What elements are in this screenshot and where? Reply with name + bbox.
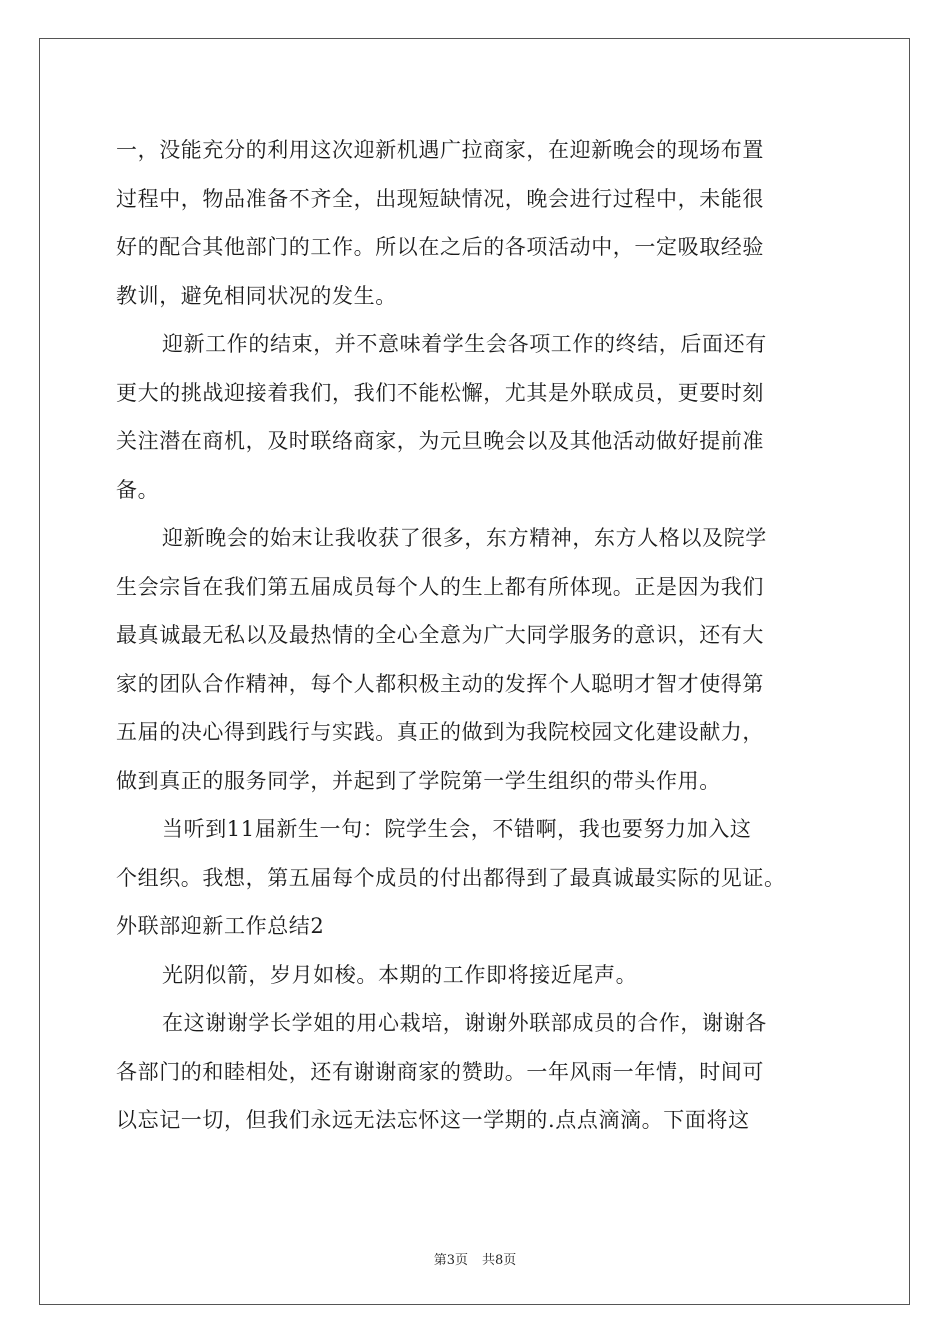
document-body <box>116 126 836 1145</box>
paragraph-start-line: 光阴似箭，岁月如梭。本期的工作即将接近尾声。 <box>162 962 638 987</box>
text-line: 备。 <box>116 477 160 502</box>
text-line: 过程中，物品准备不齐全，出现短缺情况，晚会进行过程中，未能很 <box>116 186 764 211</box>
text-line: 更大的挑战迎接着我们，我们不能松懈，尤其是外联成员，更要时刻 <box>116 380 764 405</box>
text-line: 个组织。我想，第五届每个成员的付出都得到了最真诚最实际的见证。 <box>116 865 786 890</box>
text-line: 家的团队合作精神，每个人都积极主动的发挥个人聪明才智才使得第 <box>116 671 764 696</box>
text-line: 一，没能充分的利用这次迎新机遇广拉商家，在迎新晚会的现场布置 <box>116 138 764 162</box>
page-number-total: 共8页 <box>482 1253 517 1268</box>
text-line: 关注潜在商机，及时联络商家，为元旦晚会以及其他活动做好提前准 <box>116 429 764 453</box>
paragraph-start-line: 在这谢谢学长学姐的用心栽培，谢谢外联部成员的合作，谢谢各 <box>162 1011 767 1035</box>
page-number-current: 第3页 <box>433 1253 468 1268</box>
paragraph-start-line: 迎新晚会的始末让我收获了很多，东方精神，东方人格以及院学 <box>162 526 767 550</box>
text-line: 生会宗旨在我们第五届成员每个人的生上都有所体现。正是因为我们 <box>116 574 764 599</box>
text-line: 做到真正的服务同学，并起到了学院第一学生组织的带头作用。 <box>116 768 721 793</box>
paragraph-start-line: 当听到11届新生一句：院学生会，不错啊，我也要努力加入这 <box>162 817 752 841</box>
page-footer <box>0 1249 950 1268</box>
text-line: 最真诚最无私以及最热情的全心全意为广大同学服务的意识，还有大 <box>116 623 764 647</box>
text-line: 五届的决心得到践行与实践。真正的做到为我院校园文化建设献力， <box>116 720 764 744</box>
paragraph-start-line: 迎新工作的结束，并不意味着学生会各项工作的终结，后面还有 <box>162 332 767 356</box>
text-line: 以忘记一切，但我们永远无法忘怀这一学期的.点点滴滴。下面将这 <box>116 1108 750 1132</box>
text-line: 各部门的和睦相处，还有谢谢商家的赞助。一年风雨一年情，时间可 <box>116 1059 764 1084</box>
text-line: 好的配合其他部门的工作。所以在之后的各项活动中，一定吸取经验 <box>116 235 764 259</box>
text-line: 教训，避免相同状况的发生。 <box>116 283 397 308</box>
section-heading: 外联部迎新工作总结2 <box>116 914 325 938</box>
